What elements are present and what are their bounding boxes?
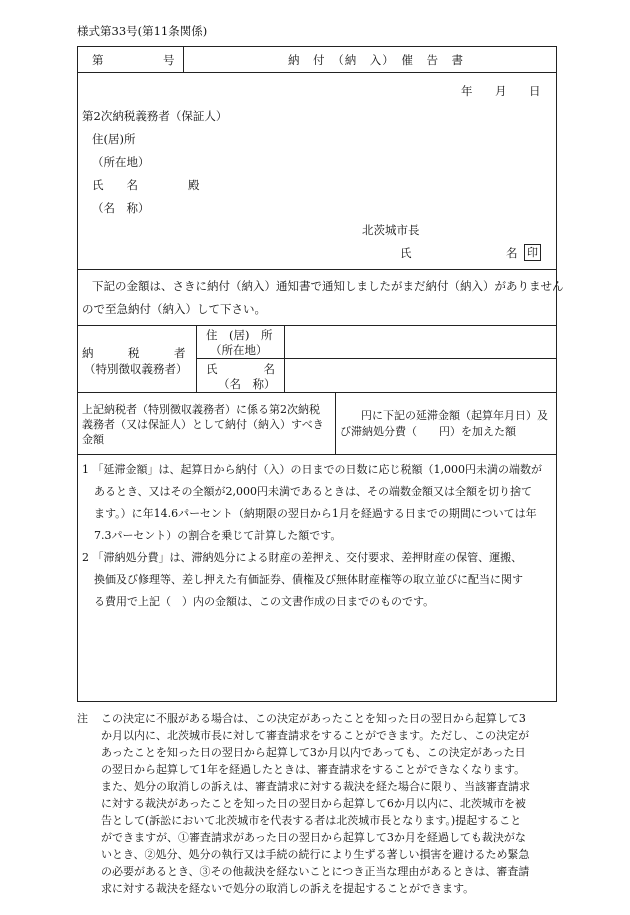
seal-icon: 印 bbox=[524, 244, 541, 261]
number-label-right: 号 bbox=[163, 53, 175, 67]
seal-mark bbox=[524, 244, 541, 261]
explanation-line: 2 「滞納処分費」は、滞納処分による財産の差押え、交付要求、差押財産の保管、運搬、 bbox=[82, 551, 523, 564]
divider bbox=[78, 325, 556, 326]
issuer-office: 北茨城市長 bbox=[362, 223, 420, 237]
explanation-line: ます。）に年14.6パーセント（納期限の翌日から1月を経過する日までの期間については年 bbox=[94, 507, 537, 520]
note-line: ができますが、①審査請求があった日の翌日から起算して3か月を経過しても裁決がな bbox=[101, 831, 526, 844]
notice-form bbox=[77, 46, 564, 702]
taxpayer-name-label: 氏 名 bbox=[206, 362, 275, 376]
note-line: この決定に不服がある場合は、この決定があったことを知った日の翌日から起算して3 bbox=[101, 712, 526, 725]
divider bbox=[196, 358, 556, 359]
amount-left-line-3: 金額 bbox=[82, 433, 104, 446]
divider bbox=[183, 47, 184, 72]
date-day: 日 bbox=[529, 84, 541, 98]
explanation-line: あるとき、又はその全額が2,000円未満であるときは、その端数金額又は全額を切り捨て bbox=[94, 485, 533, 498]
note-label: 注 bbox=[77, 712, 88, 725]
note-line: 求に対する裁決を経ないで処分の取消しの訴えを提起することができます。 bbox=[101, 882, 475, 895]
date-year: 年 bbox=[461, 84, 473, 98]
form-number: 様式第33号(第11条関係) bbox=[77, 24, 208, 38]
date-month: 月 bbox=[495, 84, 507, 98]
explanation-line: 7.3パーセント）の割合を乗じて計算した額です。 bbox=[94, 529, 342, 542]
divider bbox=[335, 392, 336, 454]
recipient-title: 第2次納税義務者（保証人） bbox=[82, 109, 228, 123]
note-line: の必要があるとき、③その他裁決を経ないことにつき正当な理由があるときは、審査請 bbox=[101, 865, 530, 878]
note-line: 告として(訴訟において北茨城市を代表する者は北茨城市長となります。)提起すること bbox=[101, 814, 522, 827]
recipient-address-label: 住(居)所 bbox=[92, 132, 136, 146]
recipient-name-label: 氏 名 bbox=[92, 178, 138, 192]
recipient-name-alt-label: （名 称） bbox=[92, 201, 150, 215]
notice-line-1: 下記の金額は、さきに納付（納入）通知書で通知しましたがまだ納付（納入）がありません bbox=[92, 279, 564, 293]
divider bbox=[78, 72, 556, 73]
taxpayer-address-label: 住 (居) 所 bbox=[206, 328, 273, 342]
amount-right-line-1: 円に下記の延滞金額（起算年月日）及 bbox=[361, 409, 548, 422]
issuer-name-label-right: 名 bbox=[506, 246, 518, 260]
taxpayer-sub-label: （特別徴収義務者） bbox=[84, 362, 188, 376]
note-line: また、処分の取消しの訴えは、審査請求に対する裁決を経た場合に限り、当該審査請求 bbox=[101, 780, 530, 793]
amount-right-line-2: び滞納処分費（ 円）を加えた額 bbox=[340, 425, 516, 438]
note-line: か月以内に、北茨城市長に対して審査請求をすることができます。ただし、この決定が bbox=[101, 729, 530, 742]
recipient-honorific: 殿 bbox=[188, 178, 200, 192]
explanation-line: 換価及び修理等、差し押えた有価証券、債権及び無体財産権等の取立並びに配当に関す bbox=[94, 573, 523, 586]
taxpayer-label: 納 税 者 bbox=[82, 346, 186, 360]
taxpayer-name-alt-label: （名 称） bbox=[218, 377, 276, 391]
amount-left-line-1: 上記納税者（特別徴収義務者）に係る第2次納税 bbox=[82, 403, 320, 416]
divider bbox=[78, 454, 556, 455]
explanation-line: 1 「延滞金額」は、起算日から納付（入）の日までの日数に応じ税額（1,000円未満の端数が bbox=[82, 463, 542, 476]
amount-left-line-2: 義務者（又は保証人）として納付（納入）すべき bbox=[82, 418, 324, 431]
divider bbox=[78, 269, 556, 270]
explanation-line: る費用で上記（ ）内の金額は、この文書作成の日までのものです。 bbox=[94, 595, 435, 608]
divider bbox=[78, 392, 556, 393]
note-line: あったことを知った日の翌日から起算して3か月以内であっても、この決定があった日 bbox=[101, 746, 526, 759]
document-title: 納 付 （納 入） 催 告 書 bbox=[288, 53, 464, 67]
issuer-name-label-left: 氏 bbox=[400, 246, 412, 260]
number-label-left: 第 bbox=[92, 53, 104, 67]
note-line: の翌日から起算して1年を経過したときは、審査請求をすることができなくなります。 bbox=[101, 763, 526, 776]
note-line: いとき、②処分、処分の執行又は手続の続行により生ずる著しい損害を避けるため緊急 bbox=[101, 848, 530, 861]
note-line: に対する裁決があったことを知った日の翌日から起算して6か月以内に、北茨城市を被 bbox=[101, 797, 526, 810]
notice-line-2: ので至急納付（納入）して下さい。 bbox=[82, 302, 266, 316]
taxpayer-location-label: （所在地） bbox=[210, 343, 268, 357]
recipient-location-label: （所在地） bbox=[92, 155, 150, 169]
